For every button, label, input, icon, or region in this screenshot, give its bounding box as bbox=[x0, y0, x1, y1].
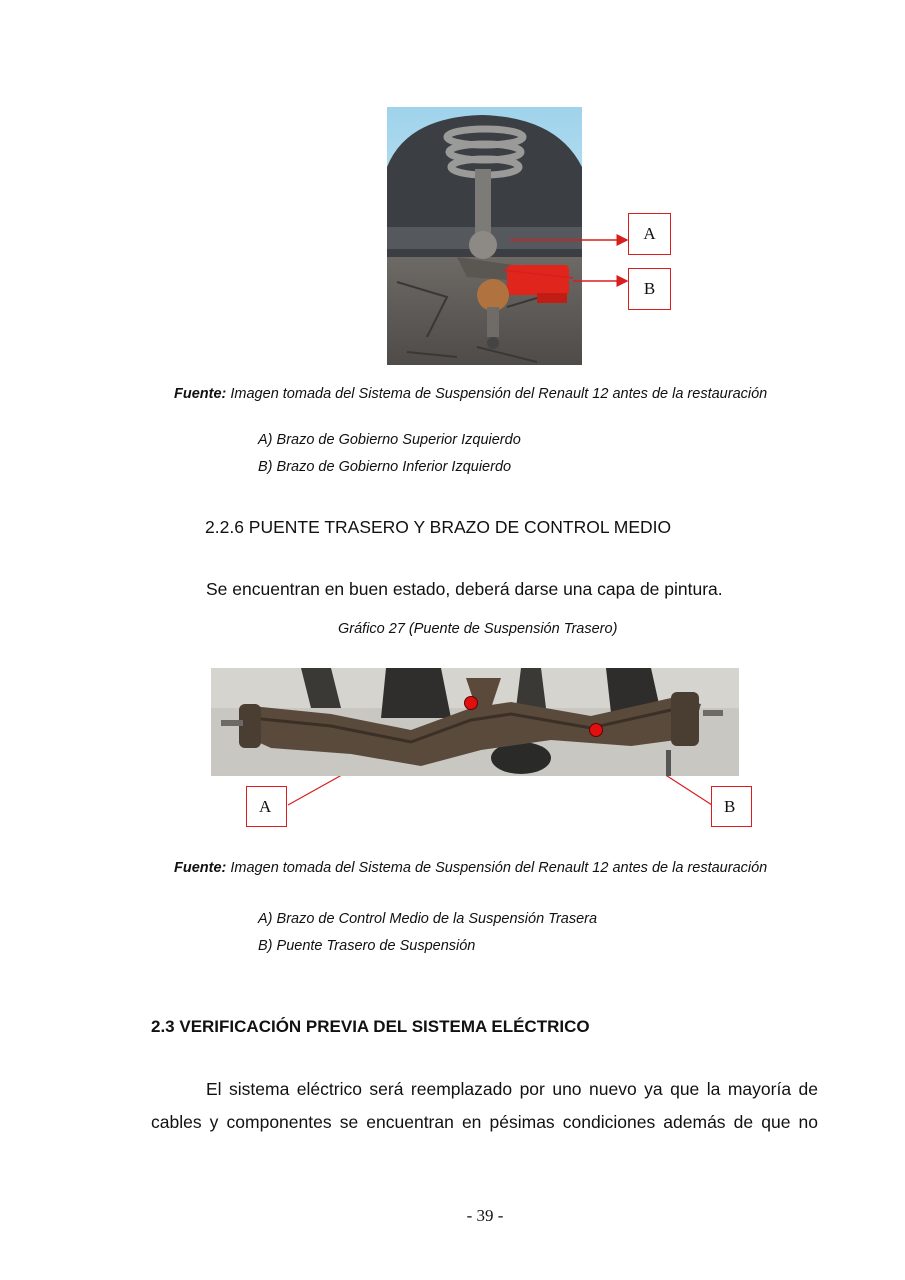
page-number: - 39 - bbox=[466, 1206, 504, 1225]
graphic-title: Gráfico 27 (Puente de Suspensión Trasero) bbox=[338, 621, 618, 637]
source-label: Fuente: bbox=[174, 860, 227, 876]
paragraph-line-1: El sistema eléctrico será reemplazado por uno nuevo ya que la mayoría de bbox=[206, 1079, 818, 1099]
figure-legend-top-b: B) Brazo de Gobierno Inferior Izquierdo bbox=[258, 459, 512, 475]
marker-dot-b bbox=[589, 723, 603, 737]
figure-source-caption-top bbox=[174, 386, 854, 402]
figure-source-caption-bottom bbox=[174, 860, 854, 876]
marker-dot-a bbox=[464, 696, 478, 710]
callout-a-top: A bbox=[628, 213, 671, 255]
figure-legend-top-a: A) Brazo de Gobierno Superior Izquierdo bbox=[258, 432, 521, 448]
callout-b-top: B bbox=[628, 268, 671, 310]
paragraph-line-2: cables y componentes se encuentran en pésimas condiciones además de que no bbox=[151, 1112, 818, 1132]
source-label: Fuente: bbox=[174, 386, 227, 402]
callout-a-bottom: A bbox=[246, 786, 287, 827]
source-text: Imagen tomada del Sistema de Suspensión del Renault 12 antes de la restauración bbox=[226, 386, 768, 402]
rear-axle-photo bbox=[211, 668, 739, 776]
callout-b-bottom: B bbox=[711, 786, 752, 827]
section-heading-2-3: 2.3 VERIFICACIÓN PREVIA DEL SISTEMA ELÉCTRICO bbox=[151, 1017, 590, 1036]
source-text: Imagen tomada del Sistema de Suspensión del Renault 12 antes de la restauración bbox=[226, 860, 768, 876]
front-suspension-photo bbox=[387, 107, 582, 365]
section-paragraph: Se encuentran en buen estado, deberá darse una capa de pintura. bbox=[206, 579, 723, 599]
figure-legend-bottom-a: A) Brazo de Control Medio de la Suspensión Trasera bbox=[258, 911, 598, 927]
figure-legend-bottom-b: B) Puente Trasero de Suspensión bbox=[258, 938, 476, 954]
section-heading-2-2-6: 2.2.6 PUENTE TRASERO Y BRAZO DE CONTROL MEDIO bbox=[205, 517, 672, 537]
